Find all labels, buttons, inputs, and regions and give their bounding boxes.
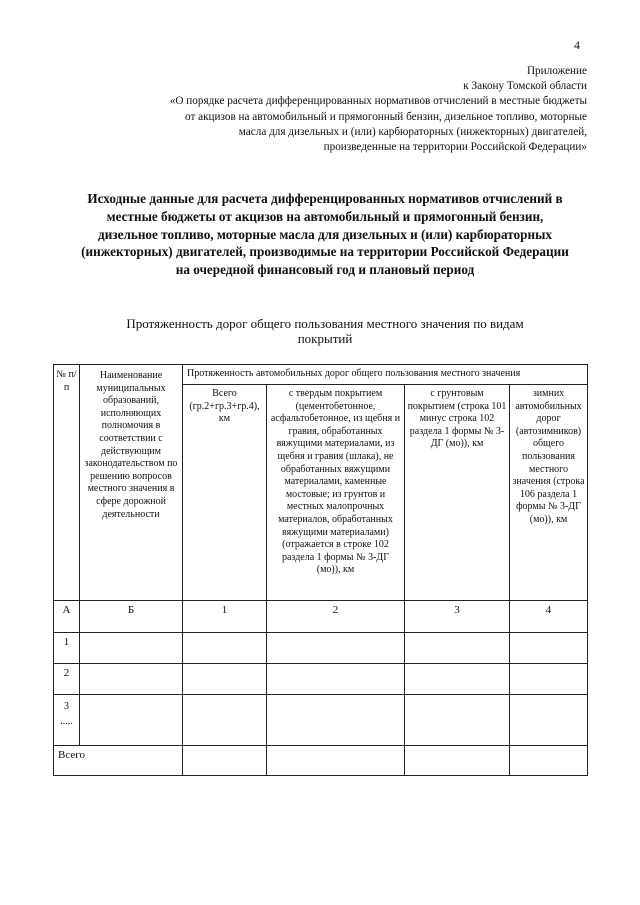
code-cell: А <box>54 601 80 633</box>
table-row <box>54 664 588 695</box>
header-winter: зимних автомобильных дорог (автозимников) общего пользования местного значения (строка 106 раздела 1 формы № 3-ДГ (мо)), км <box>510 385 588 601</box>
row-number: 2 <box>54 664 80 695</box>
roads-table <box>53 364 588 776</box>
total-row <box>54 746 588 776</box>
code-cell: 4 <box>510 601 588 633</box>
column-codes-row <box>54 601 588 633</box>
row-number-3: 3 <box>64 701 69 712</box>
code-cell: 3 <box>405 601 510 633</box>
table-subtitle: Протяженность дорог общего пользования местного значения по видам покрытий <box>126 316 524 346</box>
appendix-law: к Закону Томской области <box>463 80 587 93</box>
table-row <box>54 633 588 664</box>
document-title: Исходные данные для расчета дифференцированных нормативов отчислений в местные бюджеты от акцизов на автомобильный и прямогонный бензин, дизельное топливо, моторные масла для дизельных и (или) карбюраторных (инжекторных) двигателей, производимые на территории Российской Федерации на очередной финансовый год и плановый период <box>81 191 569 278</box>
appendix-label: Приложение <box>526 65 587 77</box>
appendix-description: «О порядке расчета дифференцированных нормативов отчислений в местные бюджеты от акцизов на автомобильный и прямогонный бензин, дизельное топливо, моторные масла для дизельных и (или) карбюраторных (инжекторных) двигателей, произведенные на территории Российской Федерации» <box>169 95 587 154</box>
header-name: Наименование муниципальных образований, исполняющих полномочия в соответствии с действующим законодательством по решению вопросов местного значения в сфере дорожной деятельности <box>80 365 183 601</box>
header-num: № п/п <box>54 365 80 601</box>
header-group: Протяженность автомобильных дорог общего пользования местного значения <box>183 365 588 385</box>
header-total: Всего (гр.2+гр.3+гр.4), км <box>183 385 267 601</box>
code-cell: Б <box>80 601 183 633</box>
appendix-block <box>167 64 587 155</box>
total-label: Всего <box>54 746 183 776</box>
code-cell: 2 <box>267 601 405 633</box>
row-number <box>54 695 80 746</box>
table-row <box>54 695 588 746</box>
header-ground: с грунтовым покрытием (строка 101 минус строка 102 раздела 1 формы № 3-ДГ (мо)), км <box>405 385 510 601</box>
row-ellipsis: ..... <box>60 715 73 727</box>
header-hard: с твердым покрытием (цементобетонное, асфальтобетонное, из щебня и гравия, обработанных вяжущими материалами, из щебня и гравия (шлака), не обработанных вяжущими материалами, каменные мостовые; из грунтов и местных малопрочных материалов, обработанных вяжущими материалами) (отражается в строке 102 раздела 1 формы № 3-ДГ (мо)), км <box>267 385 405 601</box>
row-number: 1 <box>54 633 80 664</box>
code-cell: 1 <box>183 601 267 633</box>
page-number: 4 <box>574 38 580 52</box>
header-row-1 <box>54 365 588 385</box>
